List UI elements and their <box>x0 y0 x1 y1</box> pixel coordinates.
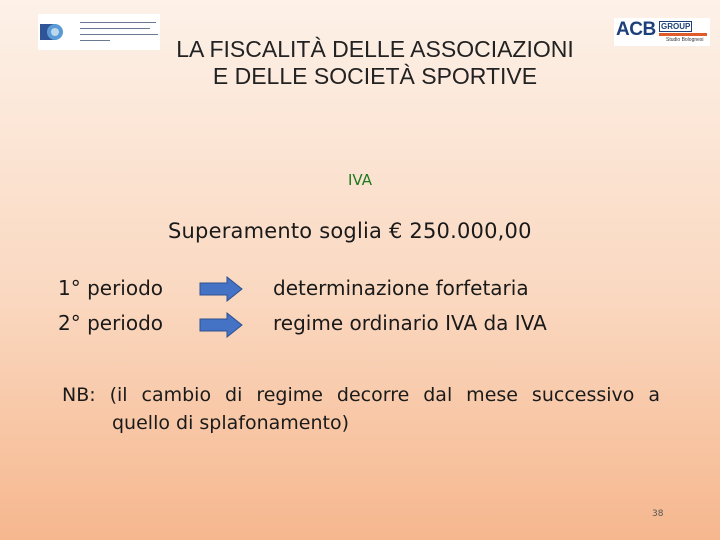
note-text <box>62 381 660 437</box>
row-2-description: regime ordinario IVA da IVA <box>273 311 547 335</box>
right-logo-brand: ACB <box>616 19 656 40</box>
threshold-text: Superamento soglia € 250.000,00 <box>168 219 532 243</box>
note-line-1: NB: (il cambio di regime decorre dal mese successivo a <box>62 384 660 406</box>
right-arrow-icon <box>199 276 243 302</box>
section-label: IVA <box>348 171 372 189</box>
slide-title-line-2: E DELLE SOCIETÀ SPORTIVE <box>212 63 538 89</box>
row-1-description: determinazione forfetaria <box>273 276 529 300</box>
right-logo-group: GROUP <box>661 22 691 31</box>
right-logo-accent-bar <box>659 33 707 36</box>
note-line-2: quello di splafonamento) <box>112 412 349 434</box>
slide-title <box>120 36 630 90</box>
page-number: 38 <box>652 509 664 519</box>
right-logo-subtitle: Studio Bolognesi <box>666 37 704 43</box>
row-1-label: 1° periodo <box>58 276 164 300</box>
left-logo-mark-icon <box>40 18 66 46</box>
slide-title-line-1: LA FISCALITÀ DELLE ASSOCIAZIONI <box>176 36 574 62</box>
row-2-label: 2° periodo <box>58 311 164 335</box>
right-arrow-icon <box>199 312 243 338</box>
